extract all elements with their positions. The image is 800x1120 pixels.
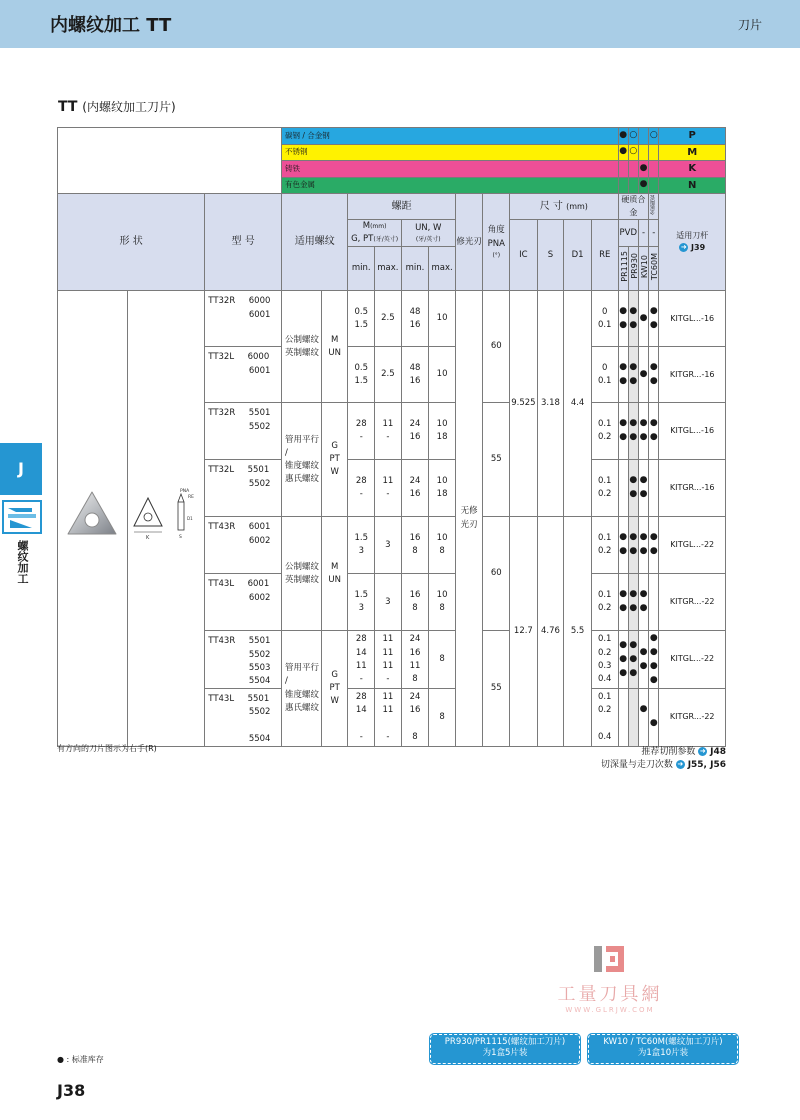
material-dot <box>649 144 659 161</box>
model-code: 6000 <box>247 352 270 363</box>
model-code: 6002 <box>248 592 271 603</box>
angle-pna: PNA <box>487 238 505 249</box>
re-cell: 0.1 0.2 0.4 <box>591 689 618 747</box>
col-angle <box>483 194 510 291</box>
material-dot <box>618 177 628 194</box>
col-dash: - <box>649 220 659 247</box>
re-cell: 0.1 0.2 <box>591 517 618 574</box>
pitch-m-min: 1.5 3 <box>348 574 375 631</box>
stock-dot <box>649 460 659 517</box>
cutting-params-note[interactable] <box>641 744 726 757</box>
pitch-un-min: 48 16 <box>401 347 429 403</box>
re-cell: 0.1 0.2 0.3 0.4 <box>591 631 618 689</box>
thread-type-cn: 公制螺纹 英制螺纹 <box>282 517 322 631</box>
col-pvd: PVD <box>618 220 638 247</box>
stock-dot: ● ● <box>649 517 659 574</box>
grade-label: PR1115 <box>619 250 629 282</box>
stock-dot: ● ● <box>618 517 628 574</box>
pitch-m-unit: (mm) <box>370 223 387 230</box>
d1-cell: 4.4 <box>564 291 592 517</box>
material-label: 碳钢 / 合金钢 <box>282 128 619 145</box>
depth-passes-note[interactable] <box>601 757 726 770</box>
thread-type-cn: 管用平行 / 锥度螺纹 惠氏螺纹 <box>282 631 322 746</box>
pitch-un-unit: (牙/英寸) <box>415 236 441 244</box>
col-re: RE <box>591 220 618 291</box>
cermet-label: 金属陶瓷 <box>649 194 656 215</box>
col-holder <box>659 194 726 291</box>
pack-info-box <box>588 1034 738 1064</box>
stock-dot: ● ● <box>638 460 648 517</box>
pitch-m-max: 2.5 <box>375 347 402 403</box>
dims-unit: (mm) <box>566 201 588 211</box>
pack-line: KW10 / TC60M(螺纹加工刀片) <box>603 1037 723 1047</box>
model-name: TT32R <box>208 408 236 419</box>
s-cell: 3.18 <box>537 291 564 517</box>
col-d1: D1 <box>564 220 592 291</box>
col-thread-type: 适用螺纹 <box>282 194 348 291</box>
cutting-params-ref: J48 <box>710 747 726 757</box>
re-cell: 0.1 0.2 <box>591 574 618 631</box>
stock-dot: ● ● <box>649 347 659 403</box>
pitch-m-max: 2.5 <box>375 291 402 347</box>
diagram-re-label: RE <box>187 494 194 500</box>
model-code: 5502 <box>248 478 271 489</box>
section-code: TT <box>58 99 78 115</box>
thread-type-std <box>321 291 348 403</box>
depth-passes-ref: J55, J56 <box>687 760 726 770</box>
cutting-params-text: 推荐切削参数 <box>641 747 696 757</box>
col-m-max: max. <box>375 247 402 291</box>
model-name: TT43L <box>208 579 235 590</box>
material-dot <box>638 128 648 145</box>
pitch-m-min: 28 14 - <box>348 689 375 747</box>
stock-dot: ● ● <box>638 517 648 574</box>
model-code: 5502 <box>248 421 271 432</box>
stock-dot: ● ● ● <box>628 631 638 689</box>
pitch-m-max: 11 - <box>375 460 402 517</box>
value: 0 <box>602 306 608 317</box>
model-cell: TT43R 5501 5502 5503 5504 <box>205 631 282 689</box>
material-dot: ● <box>638 161 648 178</box>
stock-dot <box>618 689 628 747</box>
pitch-un-max: 10 18 <box>429 460 456 517</box>
model-name: TT43R <box>208 522 236 533</box>
holder-ref[interactable] <box>659 242 725 254</box>
material-dot <box>618 161 628 178</box>
page-title: 内螺纹加工 TT <box>50 15 172 36</box>
column-header-row-1 <box>58 194 726 220</box>
model-cell <box>205 517 282 574</box>
holder-cell: KITGR...-16 <box>659 347 726 403</box>
diagram-d1-label: D1 <box>186 515 193 521</box>
re-cell: 0 0.1 <box>591 347 618 403</box>
model-code: 6001 <box>248 309 271 320</box>
pitch-un-min: 24 16 <box>401 460 429 517</box>
arrow-right-icon: ➜ <box>699 747 706 755</box>
model-name: TT32L <box>208 352 235 363</box>
thread-cn: 英制螺纹 <box>285 347 320 358</box>
col-m-min: min. <box>348 247 375 291</box>
stock-dot: ● ● <box>638 403 648 460</box>
grade-label: PR930 <box>629 253 639 280</box>
holder-cell: KITGL...-16 <box>659 403 726 460</box>
material-dot <box>638 144 648 161</box>
col-shape: 形 状 <box>58 194 205 291</box>
stock-dot <box>618 460 628 517</box>
pitch-m-min: 0.5 1.5 <box>348 347 375 403</box>
page-number: J38 <box>57 1081 86 1100</box>
ic-cell: 9.525 <box>510 291 538 517</box>
pitch-un-min: 24 16 11 8 <box>401 631 429 689</box>
col-model: 型 号 <box>205 194 282 291</box>
model-code: 6000 <box>248 296 271 307</box>
model-cell <box>205 403 282 460</box>
table-row <box>58 291 726 347</box>
material-code: P <box>659 128 726 145</box>
pitch-un-max: 10 18 <box>429 403 456 460</box>
value: 0.1 <box>597 319 612 330</box>
re-cell: 0.1 0.2 <box>591 403 618 460</box>
thread-tool-icon <box>2 500 42 534</box>
model-cell <box>205 347 282 403</box>
holder-cell: KITGL...-22 <box>659 517 726 574</box>
insert-photo-cell <box>58 291 128 746</box>
col-dims <box>510 194 618 220</box>
holder-cell: KITGL...-22 <box>659 631 726 689</box>
angle-label: 角度 <box>487 225 505 236</box>
model-code: 6001 <box>248 365 271 376</box>
direction-note: 有方向的刀片图示为右手(R) <box>57 744 157 753</box>
model-cell <box>205 460 282 517</box>
stock-dot: ● <box>649 689 659 747</box>
pitch-m-max: 11 - <box>375 403 402 460</box>
holder-cell: KITGL...-16 <box>659 291 726 347</box>
page-header <box>0 0 800 48</box>
material-row-p <box>58 128 726 145</box>
pack-line: 为1盒5片装 <box>482 1048 528 1059</box>
pitch-un-min: 16 8 <box>401 517 429 574</box>
insert-diagram-cell <box>127 291 205 746</box>
wiper-cell <box>455 291 483 746</box>
section-subtitle: (内螺纹加工刀片) <box>82 100 176 114</box>
holder-ref-text: J39 <box>691 243 706 253</box>
thread-type-std: M UN <box>321 517 348 631</box>
pitch-m-min: 28 14 11 - <box>348 631 375 689</box>
grade-tc60m <box>649 247 659 291</box>
model-cell <box>205 291 282 347</box>
model-cell <box>205 574 282 631</box>
material-label: 铸铁 <box>282 161 619 178</box>
stock-dot: ● ● <box>618 403 628 460</box>
col-pitch-m <box>348 220 401 247</box>
grade-label: KW10 <box>639 254 649 278</box>
pitch-un-max: 8 <box>429 689 456 747</box>
dims-label: 尺 寸 <box>539 200 563 212</box>
stock-dot: ● ● <box>618 574 628 631</box>
pitch-un-max: 10 8 <box>429 517 456 574</box>
legend-stock: ● : 标准库存 <box>57 1055 104 1064</box>
col-cermet <box>649 194 659 220</box>
holder-cell: KITGR...-22 <box>659 574 726 631</box>
angle-unit: (°) <box>492 251 501 259</box>
col-pitch: 螺距 <box>348 194 455 220</box>
diagram-pna-label: PNA <box>179 488 190 494</box>
model-code: 6001 <box>248 522 271 533</box>
angle-cell: 60 <box>483 291 510 403</box>
pitch-m-label: M <box>362 221 371 231</box>
material-dot: ● <box>618 128 628 145</box>
angle-cell: 55 <box>483 403 510 517</box>
pitch-un-label: UN, W <box>415 222 442 233</box>
holder-label: 适用刀杆 <box>676 230 709 240</box>
header-category: 刀片 <box>737 18 762 32</box>
value: 1.5 <box>354 319 369 330</box>
ic-cell: 12.7 <box>510 517 538 746</box>
stock-dot: ● ● ● <box>618 631 628 689</box>
stock-dot: ● <box>638 347 648 403</box>
arrow-right-icon: ➜ <box>677 760 684 768</box>
pitch-un-min: 24 16 8 <box>401 689 429 747</box>
insert-diagram-icon <box>130 486 202 546</box>
pitch-m-max: 11 11 11 - <box>375 631 402 689</box>
material-dot: ○ <box>628 144 638 161</box>
arrow-right-icon: ➜ <box>680 243 687 252</box>
pack-line: 为1盒10片装 <box>637 1048 689 1059</box>
pitch-m-max: 3 <box>375 574 402 631</box>
col-s: S <box>537 220 564 291</box>
pitch-m-min: 1.5 3 <box>348 517 375 574</box>
watermark-logo-icon <box>590 942 630 976</box>
stock-dot: ● <box>638 689 648 747</box>
stock-dot: ● ● <box>638 631 648 689</box>
angle-cell: 55 <box>483 631 510 746</box>
material-code: K <box>659 161 726 178</box>
thread-type-cn <box>282 291 322 403</box>
stock-dot: ● <box>638 291 648 347</box>
col-un-min: min. <box>401 247 429 291</box>
pitch-m-min: 28 - <box>348 460 375 517</box>
material-label: 有色金属 <box>282 177 619 194</box>
thread-cn: 公制螺纹 <box>285 334 320 345</box>
s-cell: 4.76 <box>537 517 564 746</box>
pitch-m-max: 3 <box>375 517 402 574</box>
stock-dot: ● ● <box>628 460 638 517</box>
pitch-g-unit: (牙/英寸) <box>373 236 399 244</box>
depth-passes-text: 切深量与走刀次数 <box>600 760 673 770</box>
d1-cell: 5.5 <box>564 517 592 746</box>
stock-dot: ● ● <box>618 347 628 403</box>
stock-dot: ● ● <box>649 403 659 460</box>
thread-std: M <box>331 334 339 345</box>
wiper-value: 无修光刃 <box>460 506 478 530</box>
stock-dot: ● ● <box>649 291 659 347</box>
material-label: 不锈钢 <box>282 144 619 161</box>
angle-cell: 60 <box>483 517 510 631</box>
material-dot: ○ <box>649 128 659 145</box>
stock-dot <box>649 574 659 631</box>
pitch-g-label: G, PT <box>351 234 374 245</box>
model-name: TT32R <box>208 296 236 307</box>
col-pitch-un <box>401 220 455 247</box>
model-code: 6001 <box>247 579 270 590</box>
pitch-un-min <box>401 291 429 347</box>
stock-dot: ● ● <box>618 291 628 347</box>
pitch-un-min: 16 8 <box>401 574 429 631</box>
col-ic: IC <box>510 220 538 291</box>
pitch-un-max: 10 <box>429 347 456 403</box>
pitch-un-max: 10 <box>429 291 456 347</box>
model-code: 6002 <box>248 535 271 546</box>
value: 16 <box>409 319 421 330</box>
model-cell: TT43L 5501 5502 5504 <box>205 689 282 747</box>
pitch-m-min <box>348 291 375 347</box>
material-code: M <box>659 144 726 161</box>
pitch-m-max: 11 11 - <box>375 689 402 747</box>
pack-info-box <box>430 1034 580 1064</box>
col-dash: - <box>638 220 648 247</box>
side-label: 螺纹加工 <box>16 540 29 584</box>
model-code: 5501 <box>248 408 271 419</box>
stock-dot: ● ● <box>628 347 638 403</box>
side-tab-j[interactable]: J <box>0 443 42 495</box>
material-dot: ● <box>638 177 648 194</box>
watermark-url: WWW.GLRJW.COM <box>565 1006 655 1014</box>
thread-type-std: G PT W <box>321 403 348 517</box>
stock-dot: ● ● <box>628 574 638 631</box>
stock-dot: ● ● <box>628 291 638 347</box>
pitch-un-max: 10 8 <box>429 574 456 631</box>
col-carbide: 硬质合金 <box>618 194 649 220</box>
model-name: TT32L <box>208 465 235 476</box>
thread-std: UN <box>328 347 341 358</box>
pitch-m-min: 28 - <box>348 403 375 460</box>
col-un-max: max. <box>429 247 456 291</box>
material-dot: ○ <box>628 128 638 145</box>
stock-dot: ● ● <box>638 574 648 631</box>
value: 48 <box>409 306 421 317</box>
pitch-un-max: 8 <box>429 631 456 689</box>
pack-line: PR930/PR1115(螺纹加工刀片) <box>444 1037 566 1047</box>
diagram-k-label: K <box>145 534 150 541</box>
value: 0.5 <box>354 306 369 317</box>
grade-pr930 <box>628 247 638 291</box>
model-name: TT43L <box>208 694 235 705</box>
watermark <box>540 942 680 1014</box>
material-dot: ● <box>618 144 628 161</box>
insert-photo-icon <box>62 486 122 546</box>
material-dot <box>628 177 638 194</box>
material-dot <box>628 161 638 178</box>
section-title <box>58 98 176 115</box>
re-cell <box>591 291 618 347</box>
grade-label: TC60M <box>650 252 660 280</box>
holder-cell: KITGR...-22 <box>659 689 726 747</box>
model-code: 5501 <box>247 465 270 476</box>
diagram-s-label: S <box>178 534 182 540</box>
stock-dot: ● ● ● ● <box>649 631 659 689</box>
model-name: TT43R <box>208 636 236 647</box>
material-code: N <box>659 177 726 194</box>
thread-type-std: G PT W <box>321 631 348 746</box>
stock-dot: ● ● <box>628 403 638 460</box>
pitch-un-min: 24 16 <box>401 403 429 460</box>
col-wiper: 修光刃 <box>455 194 483 291</box>
stock-dot: ● ● <box>628 517 638 574</box>
grade-pr1115 <box>618 247 628 291</box>
insert-spec-table <box>57 127 726 747</box>
stock-dot <box>628 689 638 747</box>
holder-cell: KITGR...-16 <box>659 460 726 517</box>
material-dot <box>649 177 659 194</box>
watermark-text: 工量刀具網 <box>557 984 663 1005</box>
material-dot <box>649 161 659 178</box>
re-cell: 0.1 0.2 <box>591 460 618 517</box>
thread-type-cn: 管用平行 / 锥度螺纹 惠氏螺纹 <box>282 403 322 517</box>
